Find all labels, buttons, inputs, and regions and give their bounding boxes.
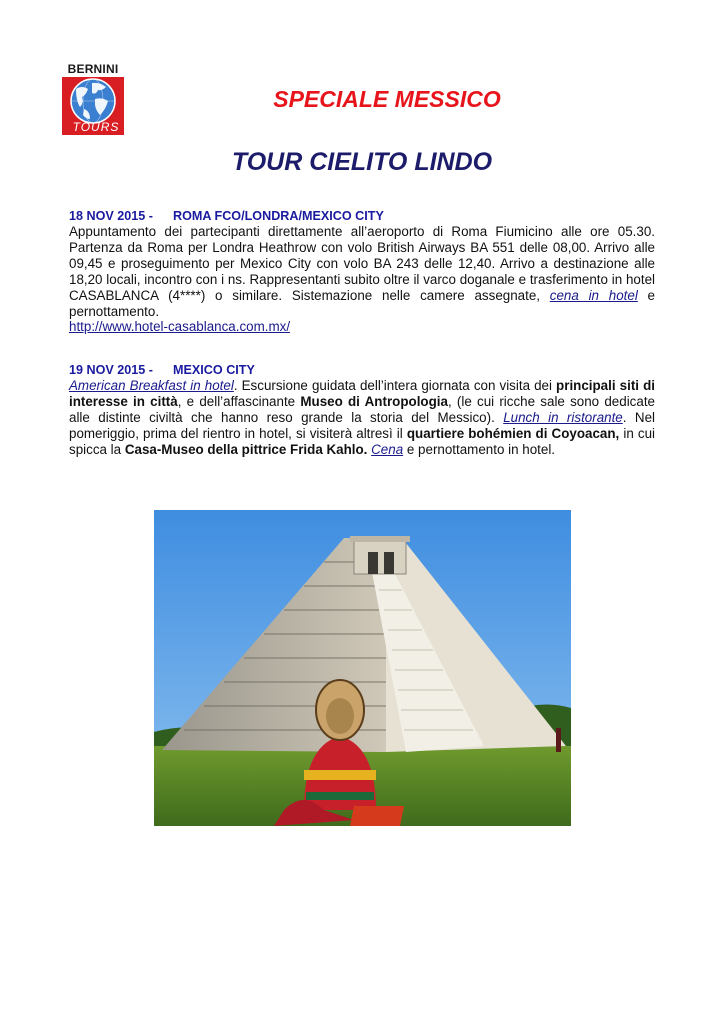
day-text: , (le cui ricche sale sono dedicate alle distinte civiltà che hanno reso grande la storia del Messico).	[69, 393, 655, 425]
highlight-text: Casa-Museo della pittrice Frida Kahlo.	[124, 441, 368, 457]
day-text: e pernottamento in hotel.	[403, 441, 556, 457]
day-heading	[69, 208, 655, 224]
logo-brand-text: BERNINI	[67, 62, 119, 76]
hotel-website-link[interactable]: http://www.hotel-casablanca.com.mx/	[69, 319, 291, 335]
dinner-link[interactable]: Cena	[371, 441, 404, 457]
highlight-text: Museo di Antropologia	[300, 393, 448, 409]
meal-link[interactable]: cena in hotel	[549, 287, 638, 303]
tour-name: TOUR CIELITO LINDO	[231, 148, 493, 176]
day-text: , e dell’affascinante	[177, 393, 301, 409]
day-place: MEXICO CITY	[173, 363, 255, 377]
day-date: 18 NOV 2015 -	[69, 209, 154, 223]
breakfast-link[interactable]: American Breakfast in hotel	[69, 378, 234, 393]
day-heading	[69, 362, 655, 378]
logo-sub-text: TOURS	[72, 120, 120, 134]
page-title: SPECIALE MESSICO	[273, 86, 501, 112]
day-place: ROMA FCO/LONDRA/MEXICO CITY	[173, 209, 384, 223]
day-description	[69, 378, 655, 458]
day-text: in cui spicca la	[69, 425, 655, 457]
pyramid-illustration	[154, 510, 571, 826]
day-description	[69, 224, 655, 319]
day-text: e pernottamento.	[69, 287, 656, 319]
day-section-1	[69, 208, 655, 335]
day-text: Appuntamento dei partecipanti direttamente all’aeroporto di Roma Fiumicino alle ore 05.30. Partenza da Roma per Londra Heathrow con volo British Airways BA 551 delle 08,00. Arrivo alle 09,45 e proseguimento per Mexico City con volo BA 243 delle 12,40. Arrivo a destinazione alle 18,20 locali, incontro con i ns. Rappresentanti subito oltre il varco doganale e trasferimento in hotel CASABLANCA (4****) o similare. Sistemazione nelle camere assegnate,	[69, 224, 655, 303]
highlight-text: principali siti di interesse in città	[69, 378, 655, 409]
day-section-2	[69, 362, 655, 458]
day-text: . Escursione guidata dell’intera giornata con visita dei	[233, 378, 557, 393]
highlight-text: quartiere bohémien di Coyoacan,	[406, 425, 620, 441]
pyramid-photo	[154, 510, 571, 826]
day-text: . Nel pomeriggio, prima del rientro in hotel, si visiterà altresì il	[69, 409, 655, 441]
lunch-link[interactable]: Lunch in ristorante	[503, 409, 623, 425]
day-date: 19 NOV 2015 -	[69, 363, 154, 377]
